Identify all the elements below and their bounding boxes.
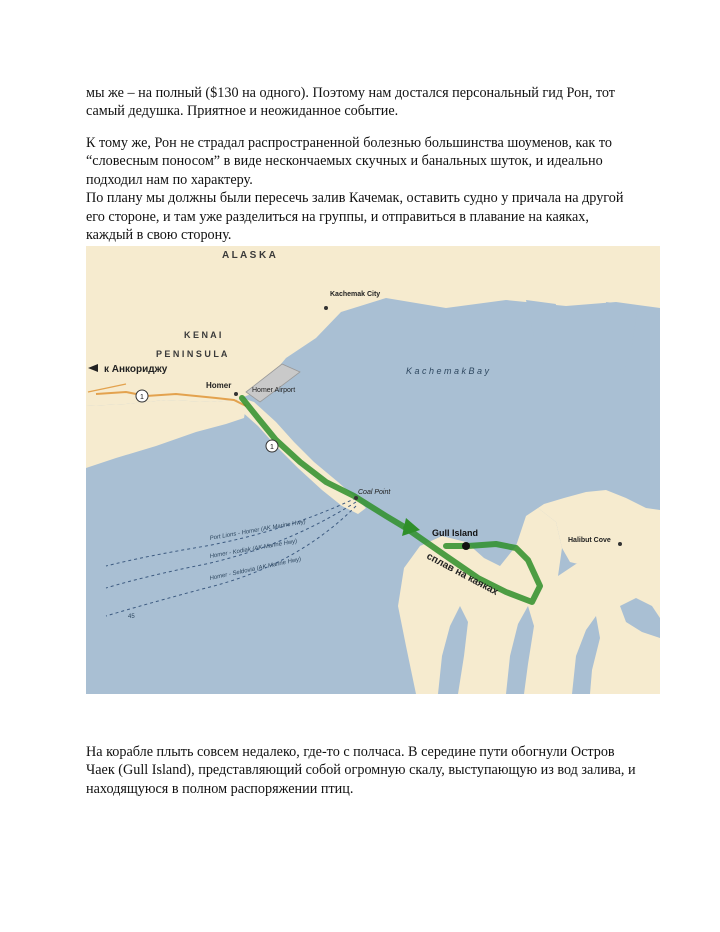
paragraph-1 <box>86 84 646 121</box>
label-kayak-route: сплав на каяках <box>424 550 500 598</box>
label-coal-point: Coal Point <box>358 489 391 496</box>
text-line: мы же – на полный ($130 на одного). Поэтому нам достался персональный гид Рон, тот <box>86 85 615 101</box>
route-shield-label: 1 <box>140 394 144 401</box>
text-line: находящуюся в полном распоряжении птиц. <box>86 780 354 797</box>
label-halibut-cove: Halibut Cove <box>568 537 611 544</box>
label-kachemak-city: Kachemak City <box>330 291 381 298</box>
text-line: Чаек (Gull Island), представляющий собой огромную скалу, выступающую из вод залива, и <box>86 762 636 779</box>
halibut-cove-dot <box>618 542 622 546</box>
label-homer: Homer <box>206 381 232 390</box>
text-line: По плану мы должны были пересечь залив Качемак, оставить судно у причала на другой <box>86 190 624 207</box>
label-alaska: A L A S K A <box>222 250 276 261</box>
homer-dot <box>234 392 238 396</box>
kachemak-city-dot <box>324 306 328 310</box>
text-line: самый дедушка. Приятное и неожиданное событие. <box>86 103 399 120</box>
label-to-anchorage: к Анкориджу <box>104 364 168 375</box>
text-line: К тому же, Рон не страдал распространенной болезнью большинства шоуменов, как то <box>86 135 612 151</box>
text-line: На корабле плыть совсем недалеко, где-то с полчаса. В середине пути обогнули Остров <box>86 744 615 760</box>
label-ferry-2: Homer - Kodiak (AK Marine Hwy) <box>209 538 298 560</box>
text-line: подходил нам по характеру. <box>86 171 253 188</box>
text-line: “словесным поносом” в виде нескончаемых скучных и банальных шуток, и идеально <box>86 153 603 170</box>
label-peninsula: P E N I N S U L A <box>156 349 228 359</box>
label-ferry-3: Homer - Seldovia (AK Marine Hwy) <box>209 556 302 582</box>
text-line: его стороне, и там уже разделиться на группы, и отправиться в плавание на каяках, <box>86 208 589 225</box>
paragraph-2 <box>86 134 646 244</box>
gull-island-dot <box>462 542 470 550</box>
paragraph-3 <box>86 743 646 798</box>
label-homer-airport: Homer Airport <box>252 387 296 394</box>
route-shield-label: 1 <box>270 444 274 451</box>
label-gull-island: Gull Island <box>432 528 479 538</box>
coal-point-dot <box>354 496 358 500</box>
label-ferry-code: 45 <box>128 614 135 620</box>
text-line: каждый в свою сторону. <box>86 227 232 244</box>
label-ferry-1: Port Lions - Homer (AK Marine Hwy) <box>209 519 307 542</box>
label-kenai: K E N A I <box>184 330 222 340</box>
label-kachemak-bay: K a c h e m a k B a y <box>406 366 490 376</box>
kachemak-bay-map <box>86 246 660 694</box>
